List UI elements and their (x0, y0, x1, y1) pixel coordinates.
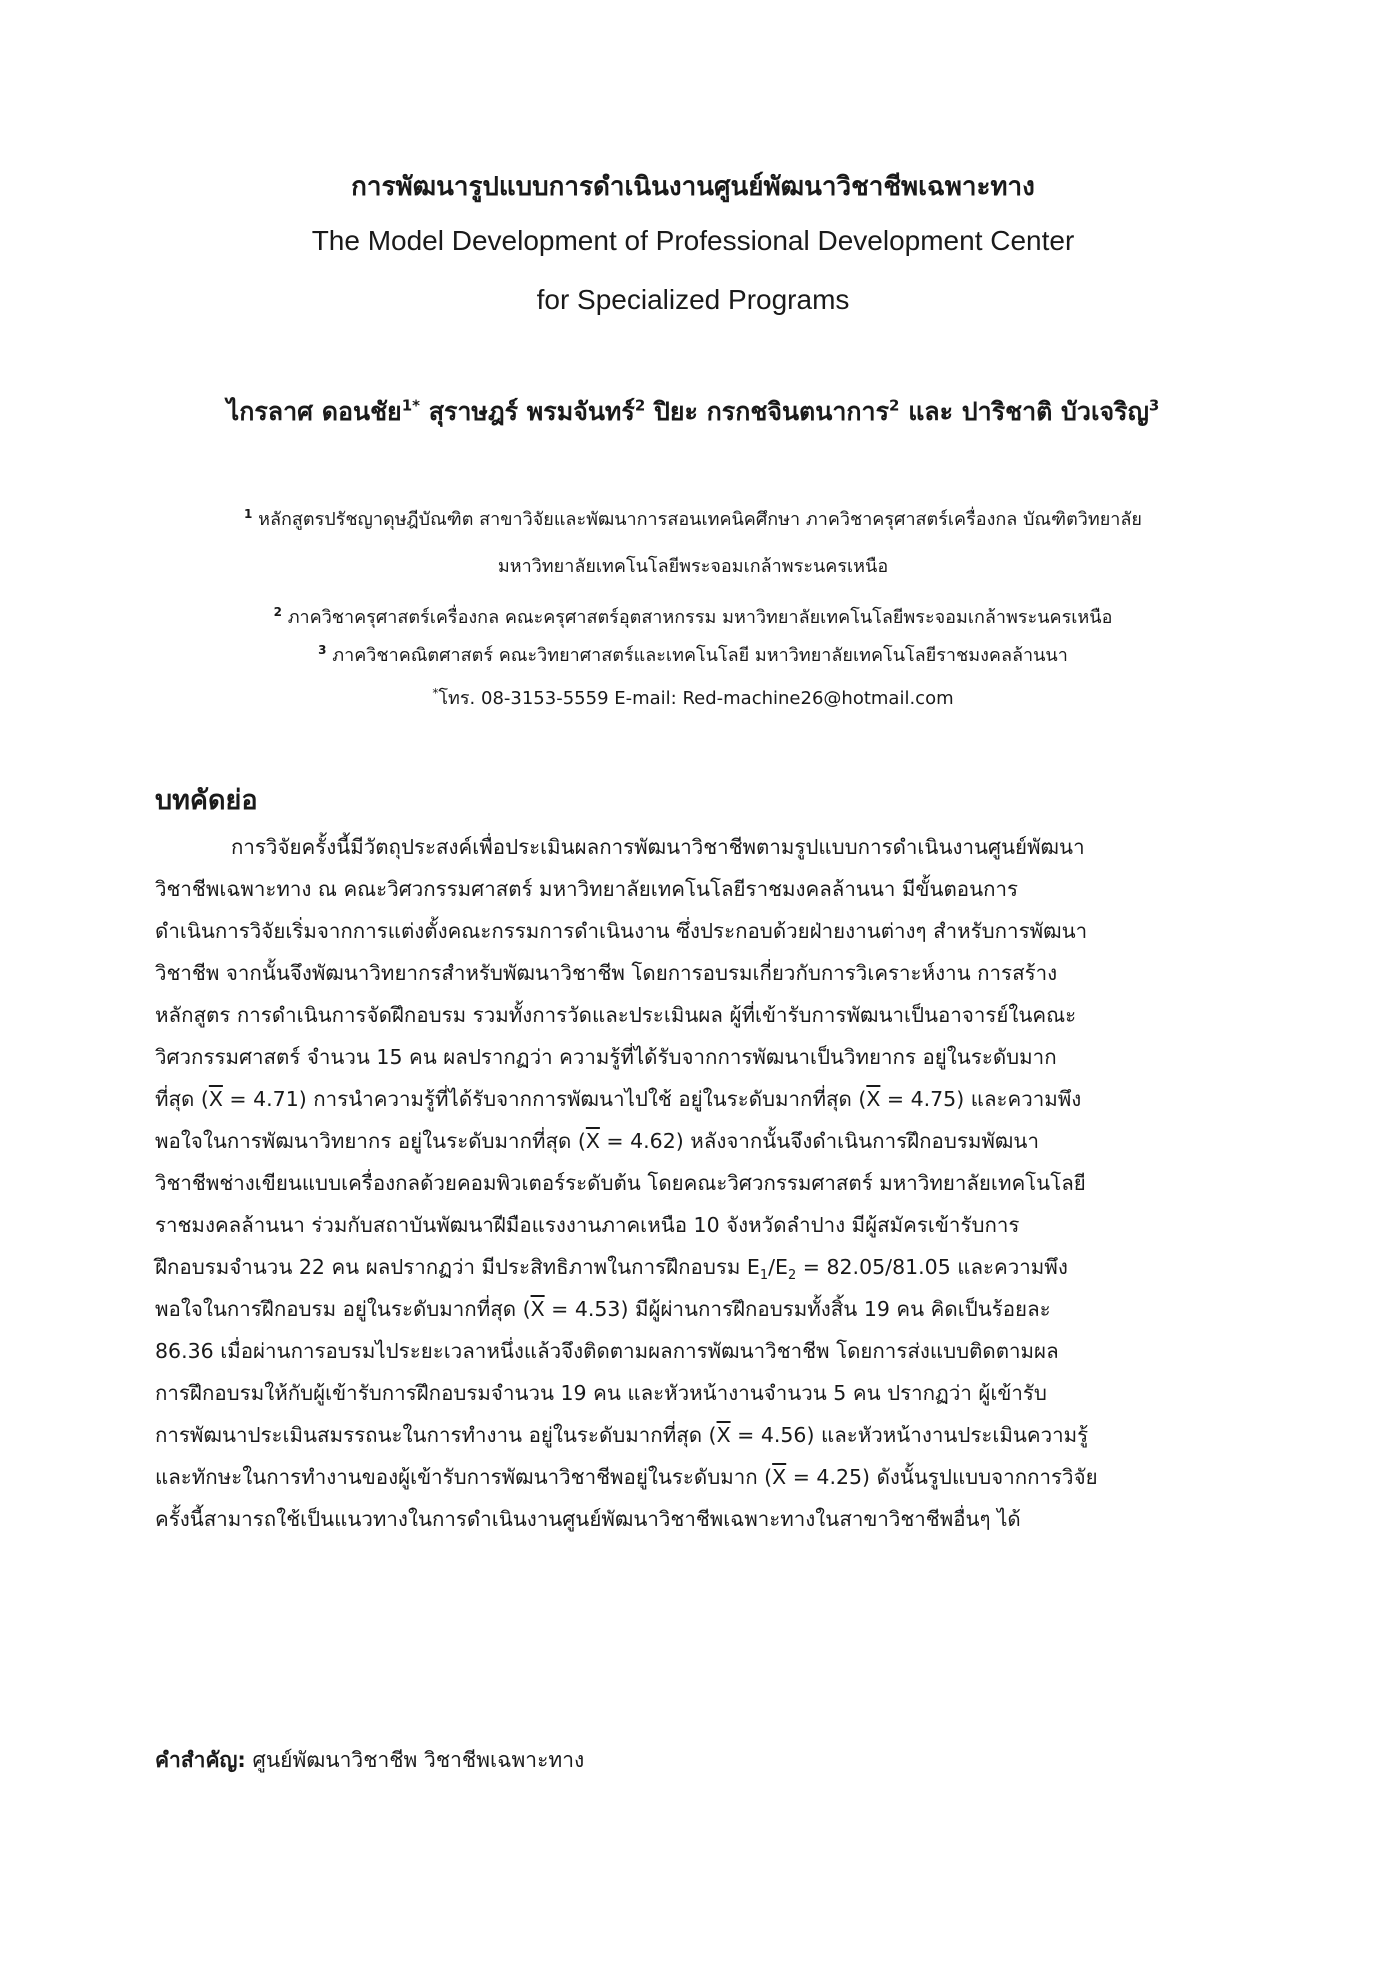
contact-mark: * (432, 686, 439, 700)
author-mark: 1* (401, 396, 420, 415)
abstract-line: การวิจัยครั้งนี้มีวัตถุประสงค์เพื่อประเมินผลการพัฒนาวิชาชีพตามรูปแบบการดำเนินงานศูนย์พัฒนา (231, 835, 1085, 859)
title-english-line2: for Specialized Programs (536, 284, 850, 315)
abstract-line: ราชมงคลล้านนา ร่วมกับสถาบันพัฒนาฝีมือแรงงานภาคเหนือ 10 จังหวัดลำปาง มีผู้สมัครเข้ารับการ (155, 1213, 1020, 1237)
abstract-line: พอใจในการฝึกอบรม อยู่ในระดับมากที่สุด $(\overline{X} = 4.53)$ มีผู้ผ่านการฝึกอบรมทั้งสิ้น 19 คน คิดเป็นร้อยละ (155, 1297, 1051, 1321)
abstract-line: ที่สุด $(\overline{X} = 4.71)$ การนำความรู้ที่ได้รับจากการพัฒนาไปใช้ อยู่ในระดับมากที่สุด $(\overline{X} = 4.75)$ และความพึง (155, 1087, 1082, 1111)
abstract-line: การฝึกอบรมให้กับผู้เข้ารับการฝึกอบรมจำนวน 19 คน และหัวหน้างานจำนวน 5 คน ปรากฏว่า ผู้เข้ารับ (155, 1381, 1047, 1405)
affiliation-text: ภาควิชาครุศาสตร์เครื่องกล คณะครุศาสตร์อุตสาหกรรม มหาวิทยาลัยเทคโนโลยีพระจอมเกล้าพระนครเหนือ (287, 607, 1113, 628)
abstract-line: 86.36 เมื่อผ่านการอบรมไประยะเวลาหนึ่งแล้วจึงติดตามผลการพัฒนาวิชาชีพ โดยการส่งแบบติดตามผล (155, 1339, 1059, 1363)
contact-text: โทร. 08-3153-5559 E-mail: Red-machine26@hotmail.com (438, 688, 954, 709)
author-name: ปิยะ กรกชจินตนาการ (654, 397, 890, 426)
author-name: ไกรลาศ ดอนชัย (226, 397, 402, 426)
affiliation-3 (0, 640, 1386, 669)
mean-symbol: $\overline{X}$ (716, 1423, 731, 1447)
author-joiner: และ (908, 397, 954, 426)
abstract-line: และทักษะในการทำงานของผู้เข้ารับการพัฒนาวิชาชีพอยู่ในระดับมาก $(\overline{X} = 4.25)$ ดังนั้นรูปแบบจากการวิจัย (155, 1465, 1098, 1489)
contact-line (0, 683, 1386, 712)
abstract-line: การพัฒนาประเมินสมรรถนะในการทำงาน อยู่ในระดับมากที่สุด $(\overline{X} = 4.56)$ และหัวหน้างานประเมินความรู้ (155, 1423, 1089, 1447)
mean-symbol: $\overline{X}$ (866, 1087, 881, 1111)
abstract-body (155, 826, 1233, 1540)
mean-symbol: $\overline{X}$ (585, 1129, 600, 1153)
author-mark: 3 (1148, 396, 1160, 415)
abstract-line: ดำเนินการวิจัยเริ่มจากการแต่งตั้งคณะกรรมการดำเนินงาน ซึ่งประกอบด้วยฝ่ายงานต่างๆ สำหรับการพัฒนา (155, 919, 1088, 943)
author-list (0, 392, 1386, 432)
abstract-heading: บทคัดย่อ (155, 785, 258, 816)
author-mark: 2 (889, 396, 900, 415)
affiliation-mark: 1 (244, 507, 253, 521)
affiliation-1-cont: มหาวิทยาลัยเทคโนโลยีพระจอมเกล้าพระนครเหนือ (497, 556, 889, 577)
author-name: ปาริชาติ บัวเจริญ (961, 397, 1149, 426)
abstract-line: วิศวกรรมศาสตร์ จำนวน 15 คน ผลปรากฏว่า ความรู้ที่ได้รับจากการพัฒนาเป็นวิทยากร อยู่ในระดับมาก (155, 1045, 1057, 1069)
affiliation-text: ภาควิชาคณิตศาสตร์ คณะวิทยาศาสตร์และเทคโนโลยี มหาวิทยาลัยเทคโนโลยีราชมงคลล้านนา (332, 645, 1068, 666)
affiliation-mark: 2 (273, 605, 282, 619)
affiliation-text: หลักสูตรปรัชญาดุษฎีบัณฑิต สาขาวิจัยและพัฒนาการสอนเทคนิคศึกษา ภาควิชาครุศาสตร์เครื่องกล บัณฑิตวิทยาลัย (258, 509, 1142, 530)
abstract-line: ครั้งนี้สามารถใช้เป็นแนวทางในการดำเนินงานศูนย์พัฒนาวิชาชีพเฉพาะทางในสาขาวิชาชีพอื่นๆ ได้ (155, 1507, 1021, 1531)
abstract-line: ฝึกอบรมจำนวน 22 คน ผลปรากฏว่า มีประสิทธิภาพในการฝึกอบรม $E_1/E_2 = 82.05/81.05$ และความพึง (155, 1255, 1068, 1284)
title-english-line1: The Model Development of Professional Development Center (311, 225, 1075, 256)
affiliation-2 (0, 602, 1386, 631)
title-thai: การพัฒนารูปแบบการดำเนินงานศูนย์พัฒนาวิชาชีพเฉพาะทาง (351, 172, 1035, 202)
author-name: สุราษฎร์ พรมจันทร์ (428, 397, 635, 426)
mean-symbol: $\overline{X}$ (772, 1465, 787, 1489)
mean-symbol: $\overline{X}$ (208, 1087, 223, 1111)
affiliation-mark: 3 (318, 643, 327, 657)
affiliation-1 (0, 504, 1386, 533)
abstract-line: วิชาชีพช่างเขียนแบบเครื่องกลด้วยคอมพิวเตอร์ระดับต้น โดยคณะวิศวกรรมศาสตร์ มหาวิทยาลัยเทคโนโลยี (155, 1171, 1086, 1195)
abstract-line: วิชาชีพ จากนั้นจึงพัฒนาวิทยากรสำหรับพัฒนาวิชาชีพ โดยการอบรมเกี่ยวกับการวิเคราะห์งาน การสร้าง (155, 961, 1058, 985)
abstract-line: พอใจในการพัฒนาวิทยากร อยู่ในระดับมากที่สุด $(\overline{X} = 4.62)$ หลังจากนั้นจึงดำเนินการฝึกอบรมพัฒนา (155, 1129, 1039, 1153)
author-mark: 2 (634, 396, 646, 415)
abstract-line: วิชาชีพเฉพาะทาง ณ คณะวิศวกรรมศาสตร์ มหาวิทยาลัยเทคโนโลยีราชมงคลล้านนา มีขั้นตอนการ (155, 877, 1019, 901)
keywords (155, 1744, 584, 1777)
mean-symbol: $\overline{X}$ (530, 1297, 545, 1321)
keywords-list: ศูนย์พัฒนาวิชาชีพ วิชาชีพเฉพาะทาง (252, 1748, 585, 1772)
keywords-label: คำสำคัญ: (155, 1748, 246, 1772)
abstract-line: หลักสูตร การดำเนินการจัดฝึกอบรม รวมทั้งการวัดและประเมินผล ผู้ที่เข้ารับการพัฒนาเป็นอาจารย์ในคณะ (155, 1003, 1077, 1027)
